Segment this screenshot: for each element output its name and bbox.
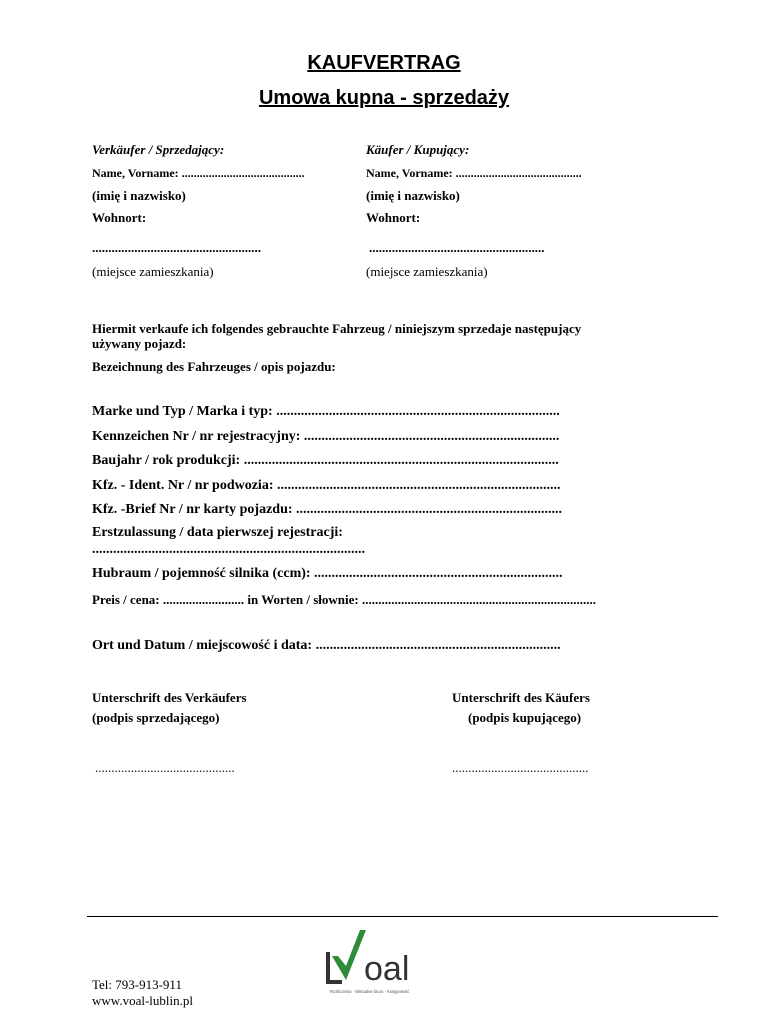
- logo-wordmark: oal: [364, 950, 410, 988]
- price-field: Preis / cena: ......................... in Worten / słownie: ........................................................................: [92, 592, 596, 607]
- first-registration-line: ..............................................................................: [92, 542, 365, 557]
- buyer-signature-line: ..........................................: [452, 760, 589, 775]
- seller-name-field: Name, Vorname: .........................................: [92, 166, 305, 180]
- vehicle-description-label: Bezeichnung des Fahrzeuges / opis pojazdu:: [92, 359, 336, 374]
- seller-name-hint: (imię i nazwisko): [92, 188, 186, 203]
- buyer-signature-hint: (podpis kupującego): [468, 710, 582, 725]
- buyer-residence-line: ......................................................: [369, 240, 545, 255]
- first-registration-label: Erstzulassung / data pierwszej rejestracji:: [92, 525, 343, 540]
- voal-logo-icon: [324, 926, 442, 996]
- buyer-residence-label: Wohnort:: [366, 210, 421, 225]
- build-year-field: Baujahr / rok produkcji: ..........................................................................................: [92, 453, 559, 468]
- place-date-field: Ort und Datum / miejscowość i data: ......................................................................: [92, 638, 561, 653]
- seller-signature-label: Unterschrift des Verkäufers: [92, 690, 247, 705]
- plate-number-field: Kennzeichen Nr / nr rejestracyjny: .........................................................................: [92, 429, 560, 444]
- buyer-residence-hint: (miejsce zamieszkania): [366, 264, 488, 279]
- seller-residence-line: ....................................................: [92, 240, 261, 255]
- company-logo: [324, 926, 442, 996]
- intro-line-2: używany pojazd:: [92, 336, 187, 351]
- make-type-field: Marke und Typ / Marka i typ: .................................................................................: [92, 404, 560, 419]
- engine-capacity-field: Hubraum / pojemność silnika (ccm): .......................................................................: [92, 566, 563, 581]
- buyer-name-field: Name, Vorname: ..........................................: [366, 166, 582, 180]
- buyer-signature-label: Unterschrift des Käufers: [452, 690, 590, 705]
- seller-signature-hint: (podpis sprzedającego): [92, 710, 220, 725]
- registration-card-field: Kfz. -Brief Nr / nr karty pojazdu: ............................................................................: [92, 502, 563, 517]
- footer-website: www.voal-lublin.pl: [92, 993, 193, 1008]
- seller-heading: Verkäufer / Sprzedający:: [92, 142, 225, 157]
- document-title: KAUFVERTRAG: [307, 52, 461, 74]
- seller-signature-line: ...........................................: [95, 760, 235, 775]
- seller-residence-hint: (miejsce zamieszkania): [92, 264, 214, 279]
- seller-residence-label: Wohnort:: [92, 210, 147, 225]
- intro-line-1: Hiermit verkaufe ich folgendes gebrauchte Fahrzeug / niniejszym sprzedaje następujący: [92, 321, 582, 336]
- footer-phone: Tel: 793-913-911: [92, 977, 182, 992]
- buyer-heading: Käufer / Kupujący:: [366, 142, 470, 157]
- document-subtitle: Umowa kupna - sprzedaży: [258, 87, 510, 109]
- vin-field: Kfz. - Ident. Nr / nr podwozia: .................................................................................: [92, 478, 561, 493]
- logo-tagline: Rozliczenia · Wirtualne biuro · Księgowość: [330, 989, 410, 994]
- buyer-name-hint: (imię i nazwisko): [366, 188, 460, 203]
- footer-divider: [87, 916, 718, 917]
